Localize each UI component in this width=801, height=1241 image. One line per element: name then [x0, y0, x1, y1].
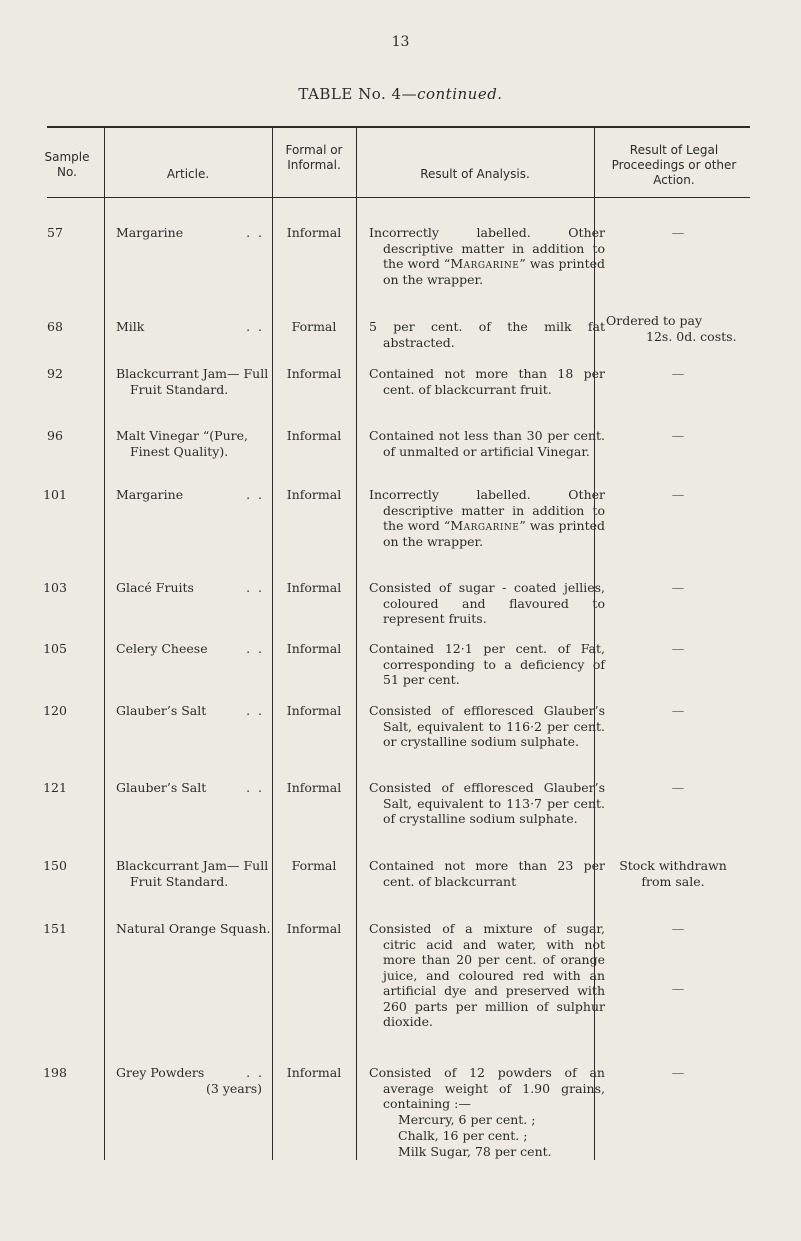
- sample-no: 92: [47, 366, 63, 381]
- article: Blackcurrant Jam— Full Fruit Standard.: [116, 366, 269, 397]
- header-result: Result of Analysis.: [420, 167, 530, 181]
- legal-result: —: [671, 703, 685, 718]
- result-item-mercury: Mercury, 6 per cent. ;: [398, 1112, 536, 1127]
- result-of-analysis: Consisted of sugar - coated jellies, coloured and flavoured to represent fruits.: [369, 580, 605, 626]
- result-text: ” was printed on the wrapper.: [383, 256, 605, 287]
- sample-no: 57: [47, 225, 63, 240]
- result-of-analysis: Consisted of a mixture of sugar, citric acid and water, with not more than 20 per cent. of orange juice, and coloured red with an artificial dye and preserved with 260 parts per million of sulphur dioxide.: [369, 921, 605, 1029]
- leader-dots: . .: [246, 780, 264, 795]
- article: [116, 319, 264, 335]
- article-text: Glauber’s Salt: [116, 703, 207, 718]
- article: Natural Orange Squash.: [116, 921, 271, 936]
- formal-informal: Informal: [286, 780, 342, 795]
- legal-result: —: [671, 641, 685, 656]
- sample-no: 121: [43, 780, 67, 795]
- result-of-analysis: Consisted of effloresced Glauber’s Salt, equivalent to 113·7 per cent. of crystalline sodium sulphate.: [369, 780, 605, 826]
- result-of-analysis: 5 per cent. of the milk fat abstracted.: [369, 319, 605, 350]
- article-text: Celery Cheese: [116, 641, 208, 656]
- formal-informal: Informal: [286, 703, 342, 718]
- article-text: Margarine: [116, 487, 184, 502]
- formal-informal: Formal: [291, 858, 337, 873]
- sample-no: 198: [43, 1065, 67, 1080]
- formal-informal: Informal: [286, 366, 342, 381]
- column-divider: [356, 127, 357, 1160]
- header-sample-no: Sample No.: [44, 150, 90, 179]
- article: [116, 580, 264, 596]
- table-title-continued: continued.: [417, 85, 503, 103]
- legal-result: —: [671, 780, 685, 795]
- formal-informal: Informal: [286, 428, 342, 443]
- article-text: Glauber’s Salt: [116, 780, 207, 795]
- sample-no: 151: [43, 921, 67, 936]
- legal-result: —: [671, 1065, 685, 1080]
- article: Malt Vinegar “(Pure, Finest Quality).: [116, 428, 248, 459]
- legal-result: Stock withdrawn from sale.: [619, 858, 727, 889]
- column-divider: [104, 127, 105, 1160]
- result-of-analysis: Contained 12·1 per cent. of Fat, corresponding to a deficiency of 51 per cent.: [369, 641, 605, 687]
- article-text: Grey Powders: [116, 1065, 205, 1080]
- article-note: (3 years): [206, 1081, 262, 1096]
- table-header-rule: [47, 197, 750, 198]
- legal-result: —: [671, 225, 685, 240]
- formal-informal: Informal: [286, 580, 342, 595]
- sample-no: 101: [43, 487, 67, 502]
- legal-result: —: [671, 580, 685, 595]
- table-top-rule: [47, 126, 750, 128]
- result-word-margarine: Margarine: [450, 518, 520, 533]
- result-item-chalk: Chalk, 16 per cent. ;: [398, 1128, 528, 1143]
- legal-result-extra: —: [671, 981, 685, 996]
- result-word-margarine: Margarine: [450, 256, 520, 271]
- legal-result-line2: 12s. 0d. costs.: [646, 329, 737, 344]
- formal-informal: Informal: [286, 641, 342, 656]
- sample-no: 68: [47, 319, 63, 334]
- legal-result: —: [671, 428, 685, 443]
- page-number: 13: [391, 34, 410, 50]
- header-legal: Result of Legal Proceedings or other Action.: [611, 143, 737, 187]
- sample-no: 120: [43, 703, 67, 718]
- leader-dots: . .: [246, 703, 264, 718]
- leader-dots: . .: [246, 641, 264, 656]
- table-title-main: TABLE No. 4—: [298, 85, 418, 103]
- result-of-analysis: Contained not more than 23 per cent. of blackcurrant: [369, 858, 605, 889]
- article-text: Glacé Fruits: [116, 580, 194, 595]
- formal-informal: Formal: [291, 319, 337, 334]
- result-item-milk-sugar: Milk Sugar, 78 per cent.: [398, 1144, 552, 1159]
- leader-dots: . .: [246, 1065, 264, 1080]
- result-of-analysis: [369, 225, 605, 287]
- result-of-analysis: Consisted of 12 powders of an average weight of 1.90 grains, containing :—: [369, 1065, 605, 1111]
- table-title: [0, 85, 801, 103]
- result-of-analysis: Consisted of effloresced Glauber’s Salt, equivalent to 116·2 per cent. or crystalline sodium sulphate.: [369, 703, 605, 749]
- result-text: ” was printed on the wrapper.: [383, 518, 605, 549]
- article: [116, 225, 264, 241]
- legal-result: —: [671, 366, 685, 381]
- legal-result: —: [671, 487, 685, 502]
- leader-dots: . .: [246, 225, 264, 240]
- result-of-analysis: [369, 487, 605, 549]
- legal-result-line1: Ordered to pay: [606, 313, 703, 328]
- legal-result: —: [671, 921, 685, 936]
- result-text: Incorrectly labelled. Other descriptive matter in addition to the word “: [369, 225, 605, 271]
- formal-informal: Informal: [286, 225, 342, 240]
- article-text: Milk: [116, 319, 145, 334]
- article-text: Margarine: [116, 225, 184, 240]
- article: [116, 703, 264, 719]
- formal-informal: Informal: [286, 921, 342, 936]
- sample-no: 105: [43, 641, 67, 656]
- result-of-analysis: Contained not more than 18 per cent. of blackcurrant fruit.: [369, 366, 605, 397]
- article: Blackcurrant Jam— Full Fruit Standard.: [116, 858, 269, 889]
- article: [116, 780, 264, 796]
- header-article: Article.: [166, 167, 210, 181]
- article: [116, 1065, 264, 1081]
- article: [116, 487, 264, 503]
- sample-no: 103: [43, 580, 67, 595]
- leader-dots: . .: [246, 319, 264, 334]
- formal-informal: Informal: [286, 1065, 342, 1080]
- sample-no: 150: [43, 858, 67, 873]
- sample-no: 96: [47, 428, 63, 443]
- header-formal: Formal or Informal.: [285, 143, 343, 172]
- formal-informal: Informal: [286, 487, 342, 502]
- leader-dots: . .: [246, 580, 264, 595]
- article: [116, 641, 264, 657]
- leader-dots: . .: [246, 487, 264, 502]
- result-of-analysis: Contained not less than 30 per cent. of unmalted or artificial Vinegar.: [369, 428, 605, 459]
- result-text: Incorrectly labelled. Other descriptive matter in addition to the word “: [369, 487, 605, 533]
